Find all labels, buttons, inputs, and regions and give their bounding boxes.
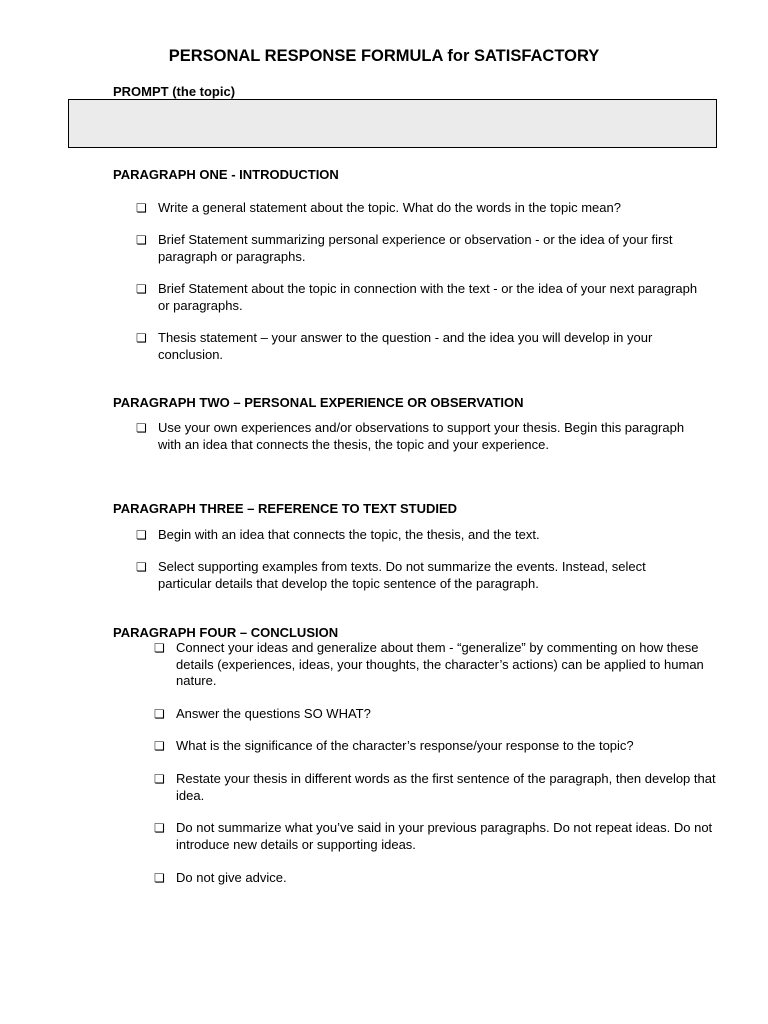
checklist-item-text: Connect your ideas and generalize about them - “generalize” by commenting on how these details (experiences, ideas, your thoughts, the character’s actions) can be applied to human nature. bbox=[176, 640, 704, 688]
checklist-item-text: Brief Statement summarizing personal experience or observation - or the idea of your first paragraph or paragraphs. bbox=[158, 232, 673, 264]
checkbox-icon[interactable]: ❏ bbox=[154, 641, 165, 655]
checkbox-icon[interactable]: ❏ bbox=[154, 821, 165, 835]
checklist-item-text: Do not give advice. bbox=[176, 870, 287, 885]
checklist-item-text: Begin with an idea that connects the topic, the thesis, and the text. bbox=[158, 527, 540, 542]
section-heading-conclusion: PARAGRAPH FOUR – CONCLUSION bbox=[113, 625, 339, 640]
section-heading-personal-experience: PARAGRAPH TWO – PERSONAL EXPERIENCE OR OBSERVATION bbox=[113, 395, 524, 410]
checkbox-icon[interactable]: ❏ bbox=[136, 560, 147, 574]
prompt-label: PROMPT (the topic) bbox=[113, 84, 236, 99]
checklist-item-text: Thesis statement – your answer to the question - and the idea you will develop in your conclusion. bbox=[158, 330, 653, 362]
checkbox-icon[interactable]: ❏ bbox=[136, 421, 147, 435]
page-title: PERSONAL RESPONSE FORMULA for SATISFACTORY bbox=[168, 47, 600, 65]
checklist-item-text: Restate your thesis in different words as the first sentence of the paragraph, then develop that idea. bbox=[176, 771, 716, 803]
checklist-item-text: What is the significance of the character’s response/your response to the topic? bbox=[176, 738, 634, 753]
prompt-input-box[interactable] bbox=[68, 99, 717, 148]
checklist-item-text: Answer the questions SO WHAT? bbox=[176, 706, 371, 721]
checkbox-icon[interactable]: ❏ bbox=[154, 739, 165, 753]
checklist-item-text: Brief Statement about the topic in connection with the text - or the idea of your next paragraph or paragraphs. bbox=[158, 281, 698, 313]
checkbox-icon[interactable]: ❏ bbox=[136, 233, 147, 247]
section-heading-introduction: PARAGRAPH ONE - INTRODUCTION bbox=[113, 167, 339, 182]
checkbox-icon[interactable]: ❏ bbox=[154, 871, 165, 885]
checkbox-icon[interactable]: ❏ bbox=[136, 282, 147, 296]
checklist-item-text: Write a general statement about the topic. What do the words in the topic mean? bbox=[158, 200, 621, 215]
checklist-item-text: Do not summarize what you’ve said in your previous paragraphs. Do not repeat ideas. Do not introduce new details or supporting ideas. bbox=[176, 820, 713, 852]
checkbox-icon[interactable]: ❏ bbox=[154, 707, 165, 721]
checklist-item-text: Use your own experiences and/or observations to support your thesis. Begin this paragraph with an idea that connects the thesis, the topic and your experience. bbox=[158, 420, 685, 452]
section-heading-text-studied: PARAGRAPH THREE – REFERENCE TO TEXT STUDIED bbox=[113, 501, 458, 516]
checkbox-icon[interactable]: ❏ bbox=[136, 201, 147, 215]
checkbox-icon[interactable]: ❏ bbox=[154, 772, 165, 786]
checkbox-icon[interactable]: ❏ bbox=[136, 528, 147, 542]
checklist-item-text: Select supporting examples from texts. Do not summarize the events. Instead, select particular details that develop the topic sentence of the paragraph. bbox=[158, 559, 646, 591]
checkbox-icon[interactable]: ❏ bbox=[136, 331, 147, 345]
